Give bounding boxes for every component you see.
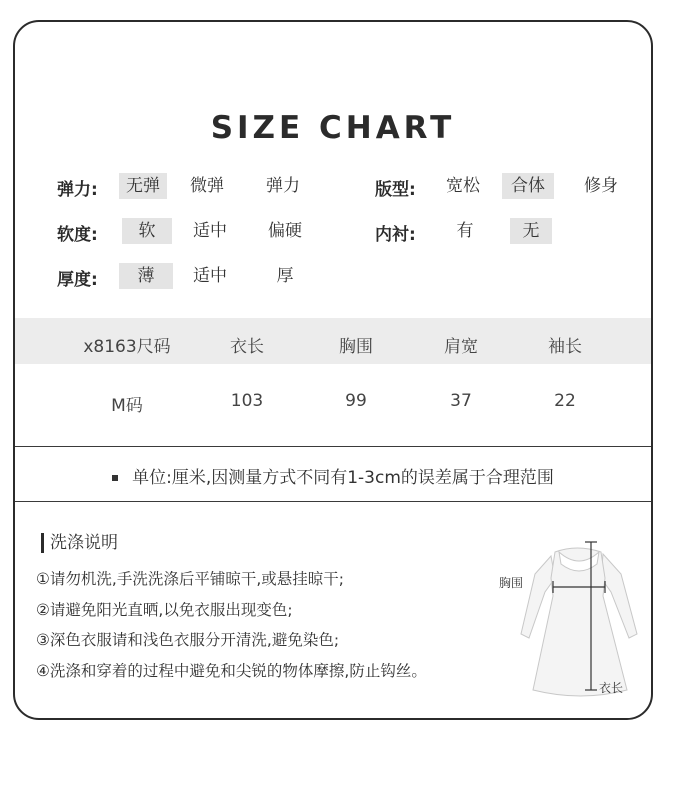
thickness-label: 厚度: [57,270,98,290]
washing-title: 洗涤说明 [41,533,118,553]
elasticity-option-stretch: 弹力 [266,176,300,196]
elasticity-label: 弹力: [57,180,98,200]
divider [15,501,651,502]
fit-option-regular: 合体 [502,173,554,199]
washing-line-2: ②请避免阳光直晒,以免衣服出现变色; [36,601,293,619]
table-header-chest: 胸围 [339,337,373,357]
table-cell-sleeve: 22 [554,391,576,411]
dress-illustration [511,534,651,709]
fit-label: 版型: [375,180,416,200]
washing-line-4: ④洗涤和穿着的过程中避免和尖锐的物体摩擦,防止钩丝。 [36,662,427,680]
table-cell-chest: 99 [345,391,367,411]
unit-note [15,463,651,488]
table-header-size: x8163尺码 [83,337,171,357]
fit-option-slim: 修身 [584,176,618,196]
elasticity-option-none: 无弹 [119,173,167,199]
lining-label: 内衬: [375,225,416,245]
page-title: SIZE CHART [210,110,456,146]
table-header-shoulder: 肩宽 [444,337,478,357]
table-cell-size: M码 [111,396,143,416]
lining-option-yes: 有 [456,221,474,241]
fit-option-loose: 宽松 [446,176,480,196]
chest-label: 胸围 [499,576,524,590]
softness-option-soft: 软 [122,218,172,244]
thickness-option-thin: 薄 [119,263,173,289]
table-header-sleeve: 袖长 [548,337,582,357]
washing-line-1: ①请勿机洗,手洗洗涤后平铺晾干,或悬挂晾干; [36,570,344,588]
elasticity-option-slight: 微弹 [190,176,224,196]
softness-option-hard: 偏硬 [268,221,302,241]
size-chart-card [13,20,653,720]
softness-label: 软度: [57,225,98,245]
thickness-option-medium: 适中 [193,266,227,286]
thickness-option-thick: 厚 [276,266,294,286]
unit-note-text: 单位:厘米,因测量方式不同有1-3cm的误差属于合理范围 [132,468,554,488]
table-cell-shoulder: 37 [450,391,472,411]
bullet-icon [112,475,118,481]
washing-line-3: ③深色衣服请和浅色衣服分开清洗,避免染色; [36,631,340,649]
length-label: 衣长 [599,681,624,695]
lining-option-no: 无 [510,218,552,244]
table-header-length: 衣长 [230,337,264,357]
dress-diagram [511,534,651,709]
table-cell-length: 103 [230,391,264,411]
softness-option-medium: 适中 [193,221,227,241]
divider [15,446,651,447]
